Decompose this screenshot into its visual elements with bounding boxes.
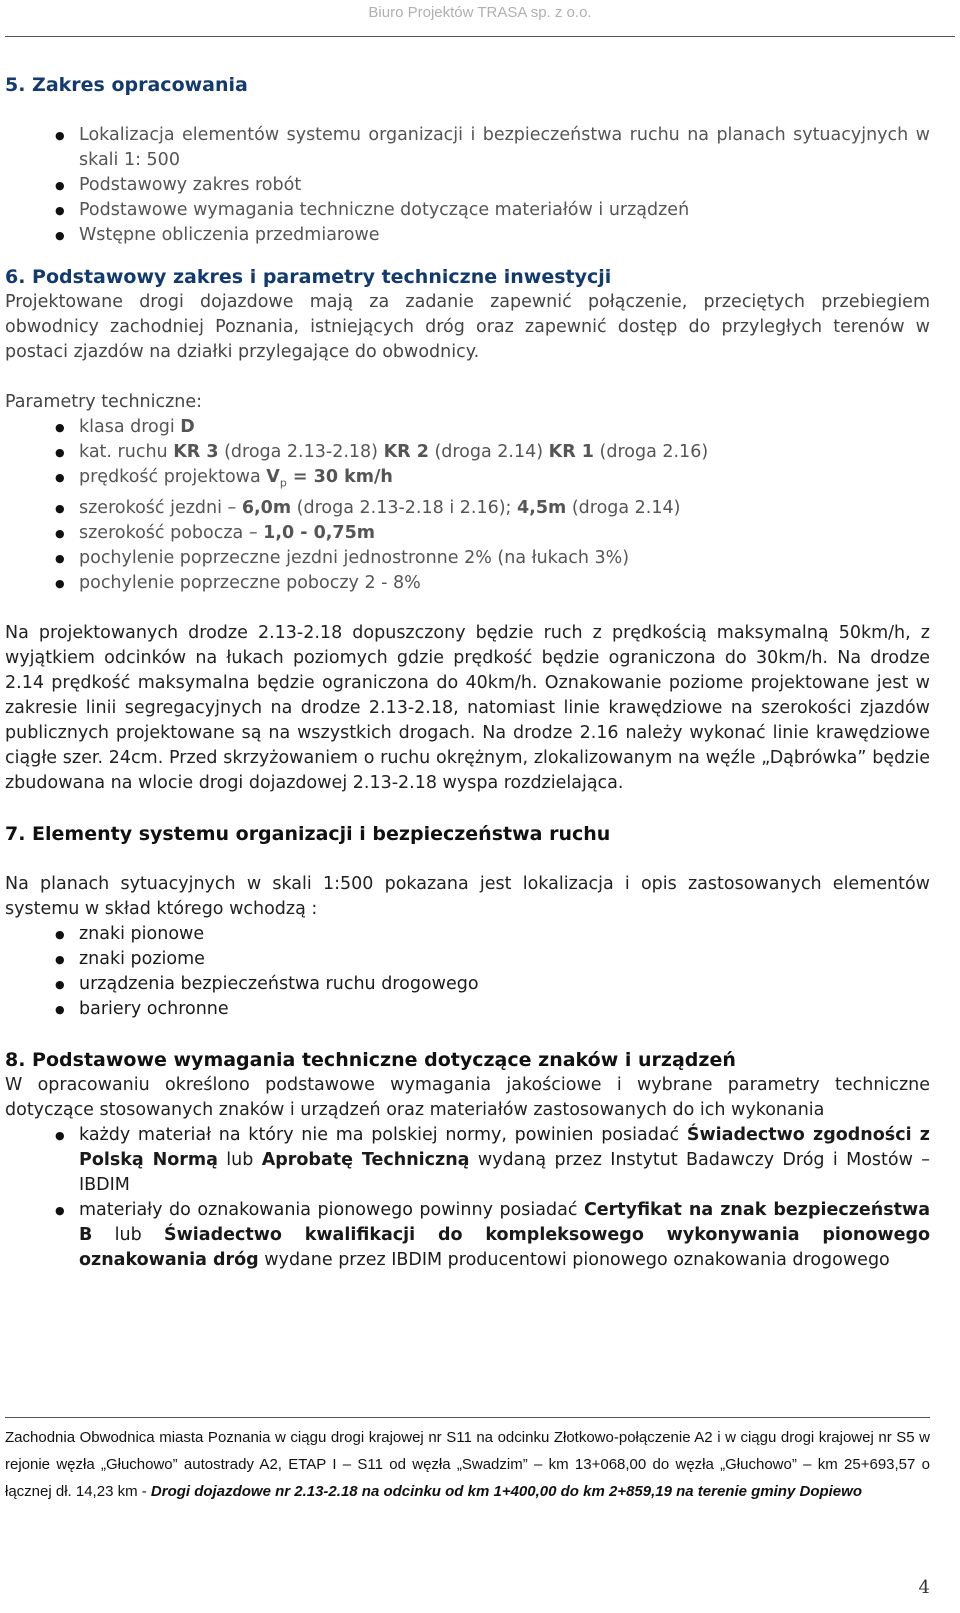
list-item: ● Wstępne obliczenia przedmiarowe xyxy=(5,223,930,248)
section-6-paragraph: Na projektowanych drodze 2.13-2.18 dopuszczony będzie ruch z prędkością maksymalną 50km/h, z wyjątkiem odcinków na łukach poziomych gdzie prędkość będzie ograniczona do 30km/h. Na drodze 2.14 prędkość maksymalna będzie ograniczona do 40km/h. Oznakowanie poziome projektowane jest w zakresie linii segregacyjnych na drodze 2.13-2.18, natomiast linie krawędziowe na szerokości zjazdów publicznych projektowane są na wszystkich drogach. Na drodze 2.16 należy wykonać linie krawędziowe ciągłe szer. 24cm. Przed skrzyżowaniem o ruchu okrężnym, zlokalizowanym na węźle „Dąbrówka” będzie zbudowana na wlocie drogi dojazdowej 2.13-2.18 wyspa rozdzielająca. xyxy=(5,622,930,793)
list-item: ● każdy materiał na który nie ma polskiej normy, powinien posiadać Świadectwo zgodności z Polską Normą lub Aprobatę Techniczną wydaną przez Instytut Badawczy Dróg i Mostów – IBDIM xyxy=(5,1123,930,1198)
list-item: ● szerokość pobocza – 1,0 - 0,75m xyxy=(5,521,930,546)
list-item: ● prędkość projektowa $V_p = 30$ km/h xyxy=(5,465,930,496)
list-item: ● szerokość jezdni – 6,0m (droga 2.13-2.18 i 2.16); 4,5m (droga 2.14) xyxy=(5,496,930,521)
section-8-heading: 8. Podstawowe wymagania techniczne dotyczące znaków i urządzeń xyxy=(5,1048,736,1071)
section-7-list xyxy=(5,922,930,1022)
document-body xyxy=(5,72,930,1273)
params-label: Parametry techniczne: xyxy=(5,392,203,412)
list-item: ● pochylenie poprzeczne poboczy 2 - 8% xyxy=(5,571,930,596)
section-6-intro: Projektowane drogi dojazdowe mają za zadanie zapewnić połączenie, przeciętych przebiegiem obwodnicy zachodniej Poznania, istniejących dróg oraz zapewnić dostęp do przyległych terenów w postaci zjazdów na działki przylegające do obwodnicy. xyxy=(5,292,930,362)
footer-text: Zachodnia Obwodnica miasta Poznania w ciągu drogi krajowej nr S11 na odcinku Złotkowo-połączenie A2 i w ciągu drogi krajowej nr S5 w rejonie węzła „Głuchowo” autostrady A2, ETAP I – S11 od węzła „Swadzim” – km 13+068,00 do węzła „Głuchowo” – km 25+693,57 o łącznej dł. 14,23 km - Drogi dojazdowe nr 2.13-2.18 na odcinku od km 1+400,00 do km 2+859,19 na terenie gminy Dopiewo xyxy=(5,1429,930,1500)
header-title: Biuro Projektów TRASA sp. z o.o. xyxy=(368,4,592,21)
list-item: ● kat. ruchu KR 3 (droga 2.13-2.18) KR 2 (droga 2.14) KR 1 (droga 2.16) xyxy=(5,440,930,465)
section-6-heading: 6. Podstawowy zakres i parametry techniczne inwestycji xyxy=(5,266,612,288)
section-7-heading: 7. Elementy systemu organizacji i bezpieczeństwa ruchu xyxy=(5,822,611,845)
page-number: 4 xyxy=(918,1577,930,1598)
list-item: ● znaki pionowe xyxy=(5,922,930,947)
list-item: ● urządzenia bezpieczeństwa ruchu drogowego xyxy=(5,972,930,997)
page-header xyxy=(0,0,960,38)
section-5-heading: 5. Zakres opracowania xyxy=(5,74,248,96)
list-item: ● Podstawowy zakres robót xyxy=(5,173,930,198)
list-item: ● Lokalizacja elementów systemu organizacji i bezpieczeństwa ruchu na planach sytuacyjnych w skali 1: 500 xyxy=(5,123,930,173)
list-item: ● materiały do oznakowania pionowego powinny posiadać Certyfikat na znak bezpieczeństwa B lub Świadectwo kwalifikacji do kompleksowego wykonywania pionowego oznakowania dróg wydane przez IBDIM producentowi pionowego oznakowania drogowego xyxy=(5,1198,930,1273)
list-item: ● znaki poziome xyxy=(5,947,930,972)
section-8-list xyxy=(5,1123,930,1273)
header-rule xyxy=(5,36,955,37)
section-8-intro: W opracowaniu określono podstawowe wymagania jakościowe i wybrane parametry techniczne dotyczące stosowanych znaków i urządzeń oraz materiałów zastosowanych do ich wykonania xyxy=(5,1074,930,1120)
list-item: ● klasa drogi D xyxy=(5,415,930,440)
list-item: ● Podstawowe wymagania techniczne dotyczące materiałów i urządzeń xyxy=(5,198,930,223)
list-item: ● pochylenie poprzeczne jezdni jednostronne 2% (na łukach 3%) xyxy=(5,546,930,571)
params-list xyxy=(5,415,930,596)
page-footer xyxy=(5,1417,930,1505)
section-5-list xyxy=(5,123,930,248)
section-7-intro: Na planach sytuacyjnych w skali 1:500 pokazana jest lokalizacja i opis zastosowanych elementów systemu w skład którego wchodzą : xyxy=(5,873,930,919)
list-item: ● bariery ochronne xyxy=(5,997,930,1022)
